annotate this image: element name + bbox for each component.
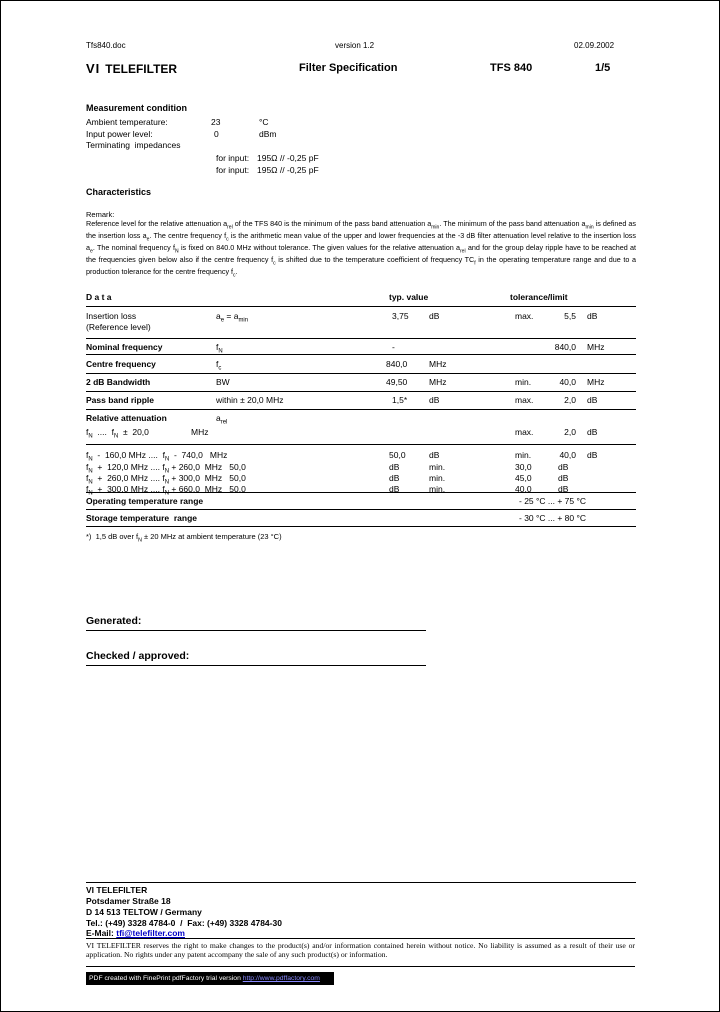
part-number: TFS 840 [490, 62, 533, 74]
text-cell: Centre frequency [86, 359, 156, 369]
text-cell: tolerance/limit [510, 292, 568, 302]
text-cell: 840,0 [386, 359, 408, 369]
text-cell: dB [558, 462, 569, 472]
text-cell: $f_N + 300,0$ MHz .... $f_N + 660,0$ MHz 50,0 [86, 484, 246, 497]
text-cell: 3,75 [392, 311, 409, 321]
logo-mark: VI [86, 61, 101, 76]
text-cell: max. [515, 395, 534, 405]
table-rule [86, 338, 636, 339]
text-cell: - [392, 342, 395, 352]
company-logo [86, 61, 177, 76]
text-cell: Storage temperature range [86, 513, 198, 523]
checked-label: Checked / approved: [86, 650, 190, 662]
text-cell: 49,50 [386, 377, 408, 387]
table-rule [86, 509, 636, 510]
text-cell: 2,0 [564, 395, 576, 405]
text-cell: MHz [587, 342, 605, 352]
text-cell: dB [429, 450, 440, 460]
footer-address-line: VI TELEFILTER [86, 885, 148, 895]
text-cell: min. [429, 484, 446, 494]
text-cell: 5,5 [564, 311, 576, 321]
table-rule [86, 526, 636, 527]
disclaimer-box [86, 938, 635, 967]
text-cell: Insertion loss [86, 311, 137, 321]
spec-table [86, 289, 636, 527]
email-link[interactable]: tfi@telefilter.com [116, 928, 185, 938]
text-cell: Operating temperature range [86, 496, 204, 506]
text-cell: dB [587, 427, 598, 437]
text-cell: MHz [191, 427, 209, 437]
text-cell: dB [587, 395, 598, 405]
text-cell: 840,0 [554, 342, 576, 352]
remark-text: Reference level for the relative attenuation $a_{rel}$ of the TFS 840 is the minimum of the pass band attenuation $a_{min}$. The minimum of the pass band attenuation $a_{min}$ is defined as the insertion loss $a_e$. The centre frequency $f_c$ is the arithmetic mean value of the upper and lower frequencies at the -3 dB filter attenuation level relative to the insertion loss $a_e$. The nominal frequency $f_N$ is fixed on 840.0 MHz without tolerance. The given values for the relative attenuation $a_{rel}$ and for the group delay ripple have to be reached at the frequencies given below also if the centre frequency $f_c$ is shifted due to the temperature coefficient of frequency $TC_f$ in the operating temperature range and due to a production tolerance for the centre frequency $f_c$. [86, 219, 637, 279]
generated-label: Generated: [86, 615, 142, 627]
text-cell: $f_N - 160,0$ MHz .... $f_N - 740,0$ MHz [86, 450, 228, 463]
text-cell: MHz [429, 359, 447, 369]
text-cell: 30,0 [515, 462, 532, 472]
footnote: *) 1,5 dB over $f_N \pm 20$ MHz at ambient temperature (23 °C) [86, 532, 282, 544]
footer-address [86, 885, 636, 929]
checked-signature-line [86, 650, 426, 666]
footer-address-line: Potsdamer Straße 18 [86, 896, 171, 906]
text-cell: 2 dB Bandwidth [86, 377, 151, 387]
text-cell: $a_{rel}$ [216, 413, 228, 426]
text-cell: BW [216, 377, 230, 387]
text-cell: 0 [214, 129, 219, 139]
doc-version: version 1.2 [335, 41, 375, 50]
table-rule [86, 391, 636, 392]
text-cell: for input: [216, 153, 250, 163]
footer-address-line: Tel.: (+49) 3328 4784-0 / Fax: (+49) 3328 4784-30 [86, 918, 282, 928]
text-cell: Ambient temperature: [86, 117, 168, 127]
text-cell: min. [429, 473, 446, 483]
page-number: 1/5 [595, 62, 611, 74]
text-cell: 195Ω // -0,25 pF [257, 153, 319, 163]
text-cell: $f_N$ [216, 342, 223, 355]
text-cell: °C [259, 117, 269, 127]
text-cell: MHz [429, 377, 447, 387]
text-cell: Pass band ripple [86, 395, 155, 405]
text-cell: 50,0 [389, 450, 406, 460]
table-rule [86, 354, 636, 355]
table-rule [86, 492, 636, 493]
table-rule [86, 409, 636, 410]
text-cell: dB [429, 395, 440, 405]
text-cell: - 30 °C ... + 80 °C [519, 513, 587, 523]
text-cell: dB [558, 484, 569, 494]
text-cell: (Reference level) [86, 322, 151, 332]
text-cell: min. [515, 450, 532, 460]
text-cell: $f_c$ [216, 359, 222, 372]
text-cell: 2,0 [564, 427, 576, 437]
doc-date: 02.09.2002 [574, 41, 615, 50]
text-cell: min. [515, 377, 532, 387]
measurement-heading: Measurement condition [86, 103, 188, 113]
text-cell: Relative attenuation [86, 413, 167, 423]
text-cell: Terminating impedances [86, 140, 181, 150]
watermark-bar [86, 972, 334, 985]
text-cell: Nominal frequency [86, 342, 163, 352]
text-cell: 1,5* [392, 395, 408, 405]
table-rule [86, 306, 636, 307]
text-cell: within ± 20,0 MHz [216, 395, 284, 405]
text-cell: 195Ω // -0,25 pF [257, 165, 319, 175]
text-cell: dB [389, 484, 400, 494]
text-cell: 23 [211, 117, 221, 127]
text-cell: dB [389, 462, 400, 472]
footer-email-line [86, 928, 185, 938]
text-cell: $a_e = a_{min}$ [216, 311, 249, 324]
text-cell: dBm [259, 129, 277, 139]
text-cell: dB [389, 473, 400, 483]
text-cell: MHz [587, 377, 605, 387]
text-cell: dB [558, 473, 569, 483]
text-cell: $f_N + 260,0$ MHz .... $f_N + 300,0$ MHz 50,0 [86, 473, 246, 486]
watermark-text: PDF created with FinePrint pdfFactory trial version [89, 975, 243, 982]
email-label: E-Mail: [86, 928, 117, 938]
text-cell: 40,0 [559, 450, 576, 460]
text-cell: typ. value [389, 292, 429, 302]
text-cell: Input power level: [86, 129, 153, 139]
text-cell: min. [429, 462, 446, 472]
remark-label: Remark: [86, 210, 115, 219]
text-cell: dB [429, 311, 440, 321]
table-rule [86, 444, 636, 445]
company-name: TELEFILTER [105, 62, 178, 76]
text-cell: D a t a [86, 292, 112, 302]
footer-address-line: D 14 513 TELTOW / Germany [86, 907, 202, 917]
disclaimer-text: VI TELEFILTER reserves the right to make changes to the product(s) and/or information contained herein without notice. No liability is assumed as a result of their use or application. No rights under any patent accompany the sale of any such product(s) or information. [86, 941, 635, 960]
file-name: Tfs840.doc [86, 41, 126, 50]
text-cell: 40,0 [559, 377, 576, 387]
table-rule [86, 373, 636, 374]
text-cell: - 25 °C ... + 75 °C [519, 496, 587, 506]
characteristics-heading: Characteristics [86, 187, 152, 197]
text-cell: $f_N + 120,0$ MHz .... $f_N + 260,0$ MHz 50,0 [86, 462, 246, 475]
text-cell: max. [515, 311, 534, 321]
text-cell: 40,0 [515, 484, 532, 494]
text-cell: dB [587, 311, 598, 321]
text-cell: dB [587, 450, 598, 460]
text-cell: max. [515, 427, 534, 437]
measurement-rows [86, 117, 636, 179]
generated-signature-line [86, 615, 426, 631]
watermark-link[interactable]: http://www.pdffactory.com [242, 975, 320, 982]
text-cell: for input: [216, 165, 250, 175]
text-cell: 45,0 [515, 473, 532, 483]
footer-rule [86, 882, 636, 883]
text-cell: $f_N$ .... $f_N \pm 20,0$ [86, 427, 149, 440]
doc-title: Filter Specification [299, 62, 398, 74]
